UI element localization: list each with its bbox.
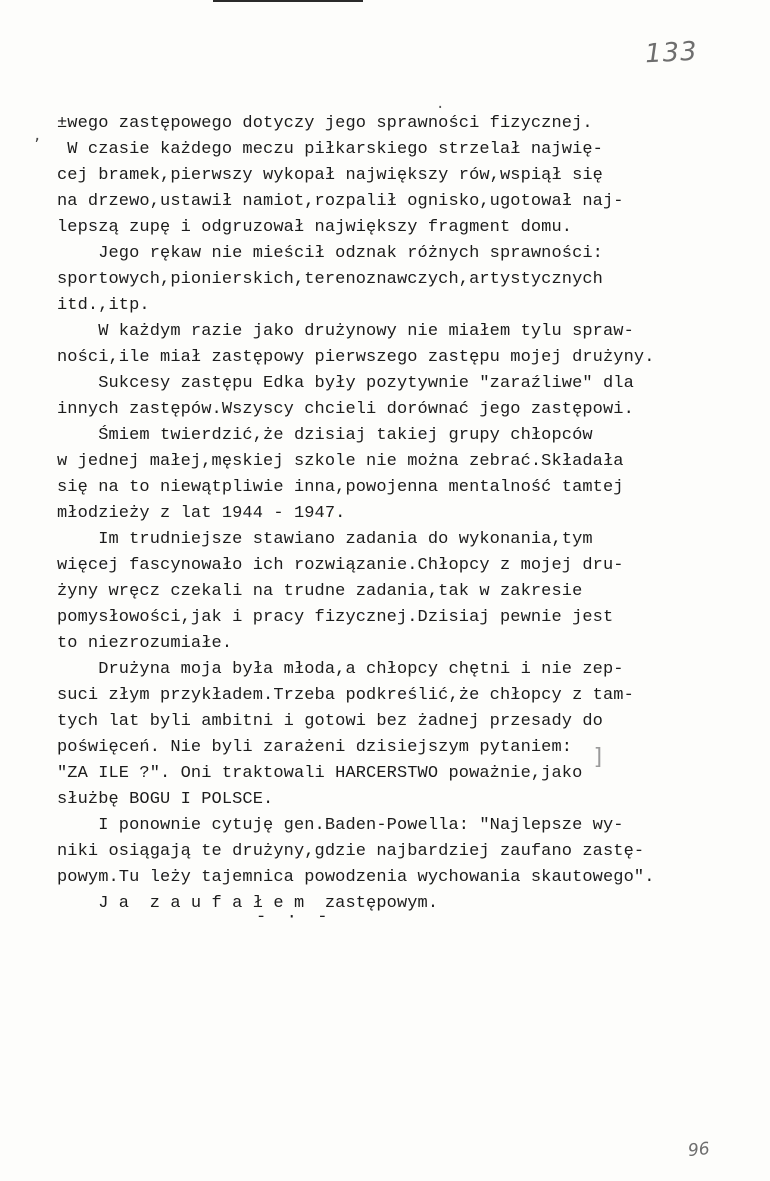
text-line: niki osiągają te drużyny,gdzie najbardziej zaufano zastę- — [57, 842, 645, 861]
text-line: itd.,itp. — [57, 296, 150, 315]
text-line: ności,ile miał zastępowy pierwszego zastępu mojej drużyny. — [57, 348, 655, 367]
closing-separator: - · - — [256, 908, 328, 927]
text-line: Im trudniejsze stawiano zadania do wykonania,tym — [57, 530, 593, 549]
text-line: ±wego zastępowego dotyczy jego sprawności fizycznej. — [57, 114, 593, 133]
margin-bracket-mark: ] — [592, 745, 606, 770]
margin-mark: , — [33, 128, 42, 144]
text-line: W czasie każdego meczu piłkarskiego strzelał najwię- — [57, 140, 603, 159]
text-line: poświęceń. Nie byli zarażeni dzisiejszym pytaniem: — [57, 738, 573, 757]
ink-speck: · — [436, 100, 445, 116]
text-line: sportowych,pionierskich,terenoznawczych,artystycznych — [57, 270, 603, 289]
text-line: "ZA ILE ?". Oni traktowali HARCERSTWO poważnie,jako — [57, 764, 583, 783]
text-line: służbę BOGU I POLSCE. — [57, 790, 274, 809]
text-line: powym.Tu leży tajemnica powodzenia wychowania skautowego". — [57, 868, 655, 887]
text-line: pomysłowości,jak i pracy fizycznej.Dzisiaj pewnie jest — [57, 608, 614, 627]
text-line: Drużyna moja była młoda,a chłopcy chętni i nie zep- — [57, 660, 624, 679]
text-line: Jego rękaw nie mieścił odznak różnych sprawności: — [57, 244, 603, 263]
text-line: się na to niewątpliwie inna,powojenna mentalność tamtej — [57, 478, 624, 497]
text-line: W każdym razie jako drużynowy nie miałem tylu spraw- — [57, 322, 634, 341]
text-line: Śmiem twierdzić,że dzisiaj takiej grupy chłopców — [57, 426, 593, 445]
text-line: na drzewo,ustawił namiot,rozpalił ognisko,ugotował naj- — [57, 192, 624, 211]
text-line: Sukcesy zastępu Edka były pozytywnie "zaraźliwe" dla — [57, 374, 634, 393]
text-line: cej bramek,pierwszy wykopał największy rów,wspiął się — [57, 166, 603, 185]
text-line: lepszą zupę i odgruzował największy fragment domu. — [57, 218, 573, 237]
text-line: żyny wręcz czekali na trudne zadania,tak w zakresie — [57, 582, 583, 601]
text-line: więcej fascynowało ich rozwiązanie.Chłopcy z mojej dru- — [57, 556, 624, 575]
text-line: J a z a u f a ł e m zastępowym. — [57, 894, 439, 913]
text-line: innych zastępów.Wszyscy chcieli dorównać jego zastępowi. — [57, 400, 634, 419]
text-line: I ponownie cytuję gen.Baden-Powella: "Najlepsze wy- — [57, 816, 624, 835]
text-line: w jednej małej,męskiej szkole nie można zebrać.Składała — [57, 452, 624, 471]
top-edge-rule — [213, 0, 363, 2]
text-line: suci złym przykładem.Trzeba podkreślić,że chłopcy z tam- — [57, 686, 634, 705]
text-line: to niezrozumiałe. — [57, 634, 233, 653]
text-line: młodzieży z lat 1944 - 1947. — [57, 504, 346, 523]
text-line: tych lat byli ambitni i gotowi bez żadnej przesady do — [57, 712, 603, 731]
handwritten-page-number: 133 — [644, 36, 699, 70]
handwritten-footer-number: 96 — [687, 1138, 711, 1162]
